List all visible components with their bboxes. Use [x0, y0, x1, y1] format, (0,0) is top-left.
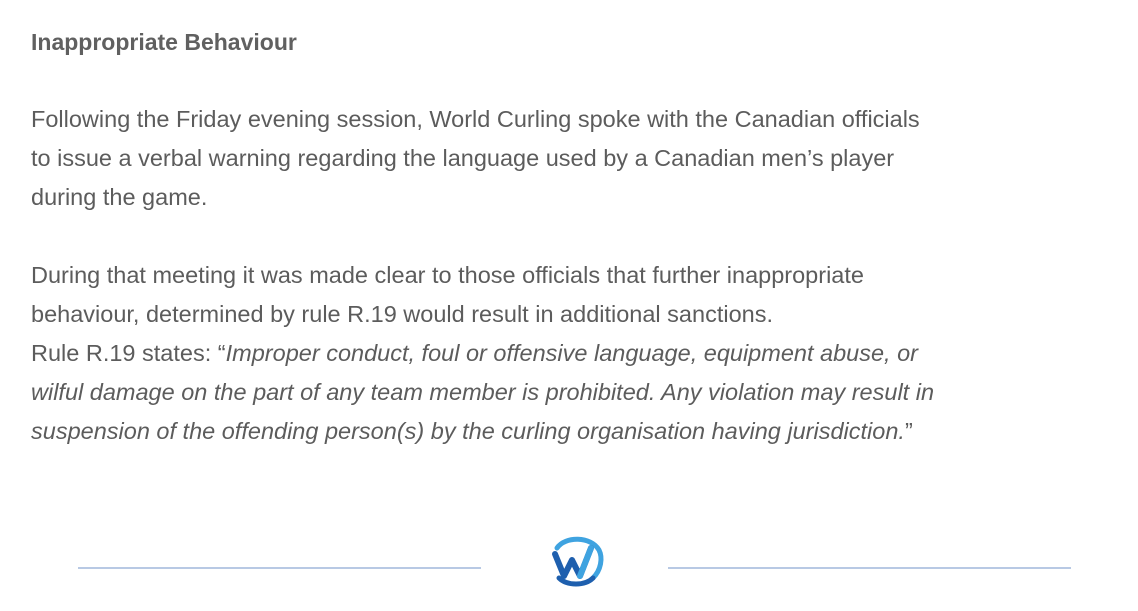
paragraph-warning-line-2: to issue a verbal warning regarding the language used by a Canadian men’s player — [31, 145, 895, 171]
divider-line-right — [668, 567, 1071, 569]
close-quote: ” — [904, 418, 913, 444]
statement-content — [31, 24, 1131, 451]
footer-divider — [0, 534, 1138, 594]
paragraph-sanctions-line-2: behaviour, determined by rule R.19 would result in additional sanctions. — [31, 301, 773, 327]
paragraph-sanctions-line-1: During that meeting it was made clear to those officials that further inappropriate — [31, 262, 864, 288]
paragraph-sanctions — [31, 256, 1131, 451]
open-quote: “ — [217, 340, 226, 366]
rule-quote-line-2: wilful damage on the part of any team member is prohibited. Any violation may result in — [31, 379, 935, 405]
paragraph-warning — [31, 100, 1131, 217]
rule-quote-line-1: Improper conduct, foul or offensive language, equipment abuse, or — [225, 340, 919, 366]
rule-intro: Rule R.19 states: — [31, 340, 218, 366]
world-curling-logo-icon — [547, 534, 605, 588]
rule-quote-line-3: suspension of the offending person(s) by the curling organisation having jurisdiction. — [31, 418, 905, 444]
divider-line-left — [78, 567, 481, 569]
paragraph-warning-line-3: during the game. — [31, 184, 208, 210]
section-heading: Inappropriate Behaviour — [31, 29, 297, 55]
paragraph-warning-line-1: Following the Friday evening session, World Curling spoke with the Canadian officials — [31, 106, 920, 132]
